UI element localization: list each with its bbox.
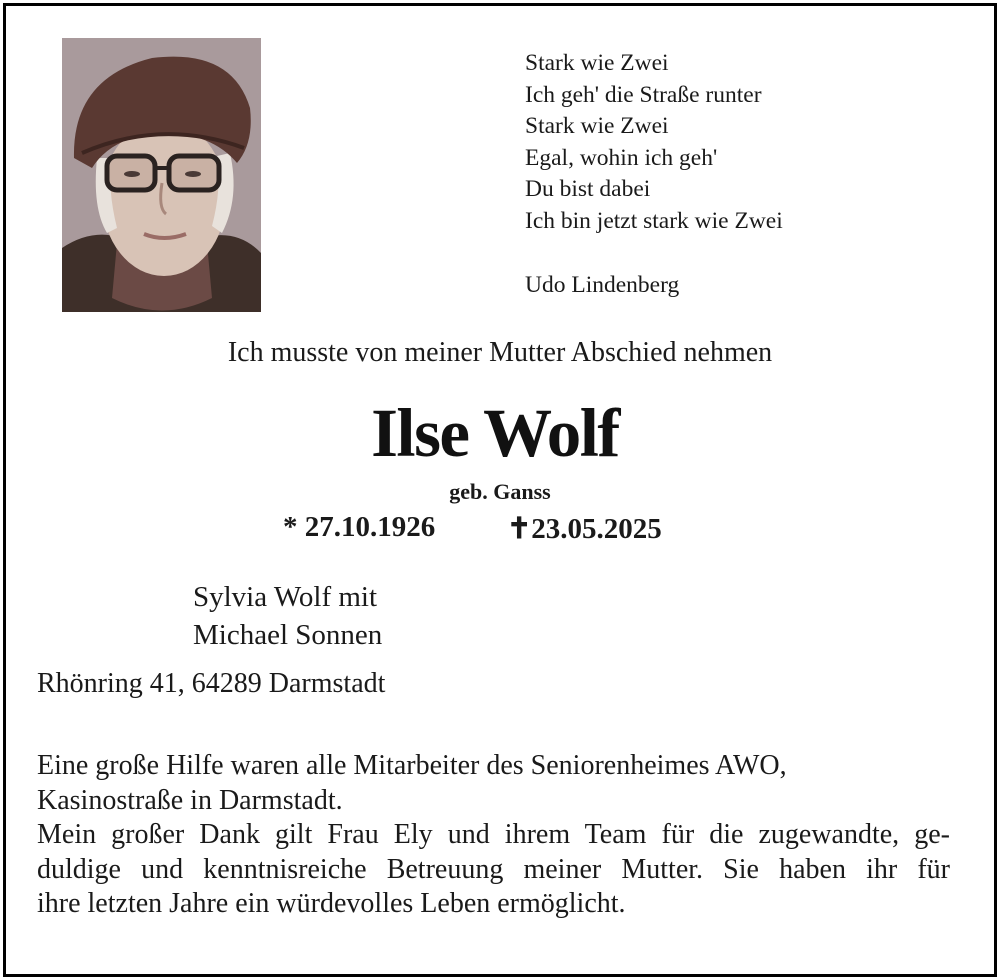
poem-line: Ich bin jetzt stark wie Zwei — [525, 207, 783, 234]
mourner-line: Michael Sonnen — [193, 619, 383, 651]
thanks-line: duldige und kenntnisreiche Betreuung meiner Mutter. Sie haben ihr für — [37, 853, 950, 885]
deceased-name: Ilse Wolf — [371, 395, 619, 471]
poem — [525, 48, 783, 302]
mourners — [193, 578, 382, 654]
thanks-line: Eine große Hilfe waren alle Mitarbeiter des Seniorenheimes AWO, — [37, 750, 787, 781]
poem-line: Stark wie Zwei — [525, 50, 669, 76]
thanks-line: Kasinostraße in Darmstadt. — [37, 784, 343, 816]
thanks-line: ihre letzten Jahre ein würdevolles Leben ermöglicht. — [37, 888, 626, 919]
thanks-text — [37, 749, 957, 922]
poem-line: Stark wie Zwei — [525, 113, 669, 139]
poem-line: Ich geh' die Straße runter — [525, 81, 762, 108]
intro-text: Ich musste von meiner Mutter Abschied nehmen — [227, 337, 773, 368]
mourner-line: Sylvia Wolf mit — [193, 581, 378, 613]
birth-name: geb. Ganss — [449, 479, 551, 504]
portrait-illustration — [62, 38, 261, 312]
address: Rhönring 41, 64289 Darmstadt — [37, 668, 386, 699]
birth-date: * 27.10.1926 — [283, 511, 436, 543]
portrait-photo — [62, 38, 261, 312]
poem-line: Du bist dabei — [525, 176, 651, 202]
poem-line: Egal, wohin ich geh' — [525, 144, 718, 171]
death-date: ✝23.05.2025 — [507, 513, 662, 545]
thanks-line: Mein großer Dank gilt Frau Ely und ihrem Team für die zugewandte, ge- — [37, 819, 950, 850]
poem-author: Udo Lindenberg — [525, 272, 680, 298]
